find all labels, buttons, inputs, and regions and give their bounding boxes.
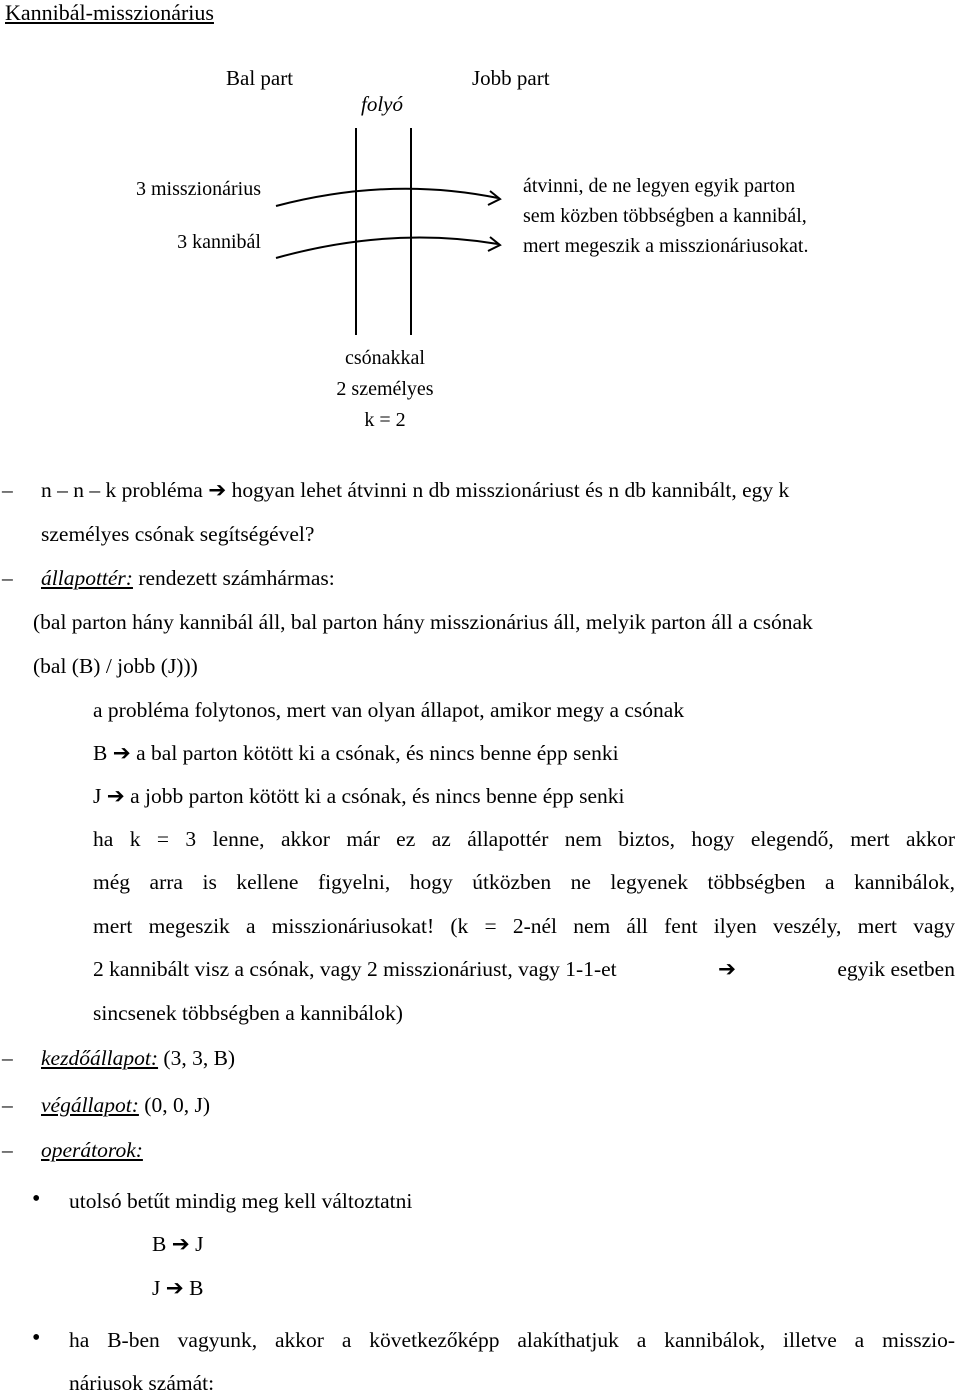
state-space-label: állapottér:	[41, 566, 133, 590]
transition-1	[152, 1232, 203, 1257]
arrow-icon: ➔	[112, 741, 131, 765]
nnk-rest: hogyan lehet átvinni n db misszionáriust és n db kannibált, egy k	[231, 478, 790, 502]
bullet-icon: •	[32, 1325, 41, 1351]
arrow-icon: ➔	[718, 957, 737, 981]
para-line-1: ha k = 3 lenne, akkor már ez az állapottér nem biztos, hogy elegendő, mert akkor	[93, 827, 955, 851]
state-space-line-1	[41, 566, 335, 591]
arrow-icon: ➔	[106, 784, 125, 808]
state-space-rest: rendezett számhármas:	[132, 566, 335, 590]
left-bank-label: Bal part	[226, 66, 294, 90]
transition-2-from: J	[152, 1276, 161, 1300]
right-line-2: sem közben többségben a kannibál,	[523, 205, 807, 227]
para-line-4-a: 2 kannibált visz a csónak, vagy 2 misszionáriust, vagy 1-1-et	[93, 957, 617, 981]
state-J: J	[93, 784, 102, 808]
right-line-1: átvinni, de ne legyen egyik parton	[523, 175, 796, 197]
state-space-line-2: (bal parton hány kannibál áll, bal parton hány misszionárius áll, melyik parton áll a csónak	[33, 610, 813, 634]
para-line-5: sincsenek többségben a kannibálok)	[93, 1001, 403, 1025]
indent-line-1: a probléma folytonos, mert van olyan állapot, amikor megy a csónak	[93, 698, 685, 722]
crossing-arrow-top	[276, 189, 498, 206]
boat-line-2: 2 személyes	[336, 378, 434, 400]
nnk-line-1	[41, 478, 789, 503]
left-line-1: 3 misszionárius	[136, 178, 261, 200]
crossing-arrow-bottom	[276, 238, 498, 258]
nnk-line-2: személyes csónak segítségével?	[41, 522, 315, 546]
nnk-prefix: n – n – k probléma	[41, 478, 203, 502]
state-B: B	[93, 741, 108, 765]
arrow-icon: ➔	[165, 1276, 184, 1300]
state-space-line-3: (bal (B) / jobb (J)))	[33, 654, 198, 678]
para-line-4	[93, 957, 955, 982]
boat-line-3: k = 2	[364, 409, 406, 431]
arrow-icon: ➔	[208, 478, 227, 502]
state-J-desc: a jobb parton kötött ki a csónak, és nincs benne épp senki	[130, 784, 625, 808]
dash-operators: –	[2, 1138, 13, 1162]
transition-1-from: B	[152, 1232, 167, 1256]
arrow-icon: ➔	[171, 1232, 190, 1256]
end-value: (0, 0, J)	[138, 1093, 210, 1117]
bullet-2-line-1: ha B-ben vagyunk, akkor a következőképp alakíthatjuk a kannibálok, illetve a misszio-	[69, 1328, 955, 1352]
start-value: (3, 3, B)	[158, 1046, 236, 1070]
river-label: folyó	[361, 92, 403, 116]
indent-line-2	[93, 741, 619, 766]
para-line-2: még arra is kellene figyelni, hogy útközben ne legyenek többségben a kannibálok,	[93, 870, 955, 894]
transition-2	[152, 1276, 203, 1301]
start-state	[41, 1046, 235, 1071]
right-bank-label: Jobb part	[472, 66, 550, 90]
bullet-icon: •	[32, 1186, 41, 1212]
operators-label: operátorok:	[41, 1138, 143, 1162]
para-line-4-b: egyik esetben	[837, 957, 955, 981]
dash-nnk: –	[2, 478, 13, 502]
dash-end: –	[2, 1093, 13, 1117]
boat-line-1: csónakkal	[345, 347, 425, 369]
transition-2-to: B	[189, 1276, 204, 1300]
transition-1-to: J	[195, 1232, 204, 1256]
end-state	[41, 1093, 210, 1118]
state-B-desc: a bal parton kötött ki a csónak, és nincs benne épp senki	[136, 741, 619, 765]
dash-state-space: –	[2, 566, 13, 590]
para-line-3: mert megeszik a misszionáriusokat! (k = 2-nél nem áll fent ilyen veszély, mert vagy	[93, 914, 955, 938]
left-line-2: 3 kannibál	[177, 231, 261, 253]
dash-start: –	[2, 1046, 13, 1070]
bullet-2-line-2: náriusok számát:	[69, 1371, 215, 1395]
bullet-1-text: utolsó betűt mindig meg kell változtatni	[69, 1189, 413, 1213]
end-label: végállapot:	[41, 1093, 139, 1117]
page-title: Kannibál-misszionárius	[5, 0, 214, 25]
start-label: kezdőállapot:	[41, 1046, 159, 1070]
right-line-3: mert megeszik a misszionáriusokat.	[523, 235, 809, 257]
indent-line-3	[93, 784, 625, 809]
